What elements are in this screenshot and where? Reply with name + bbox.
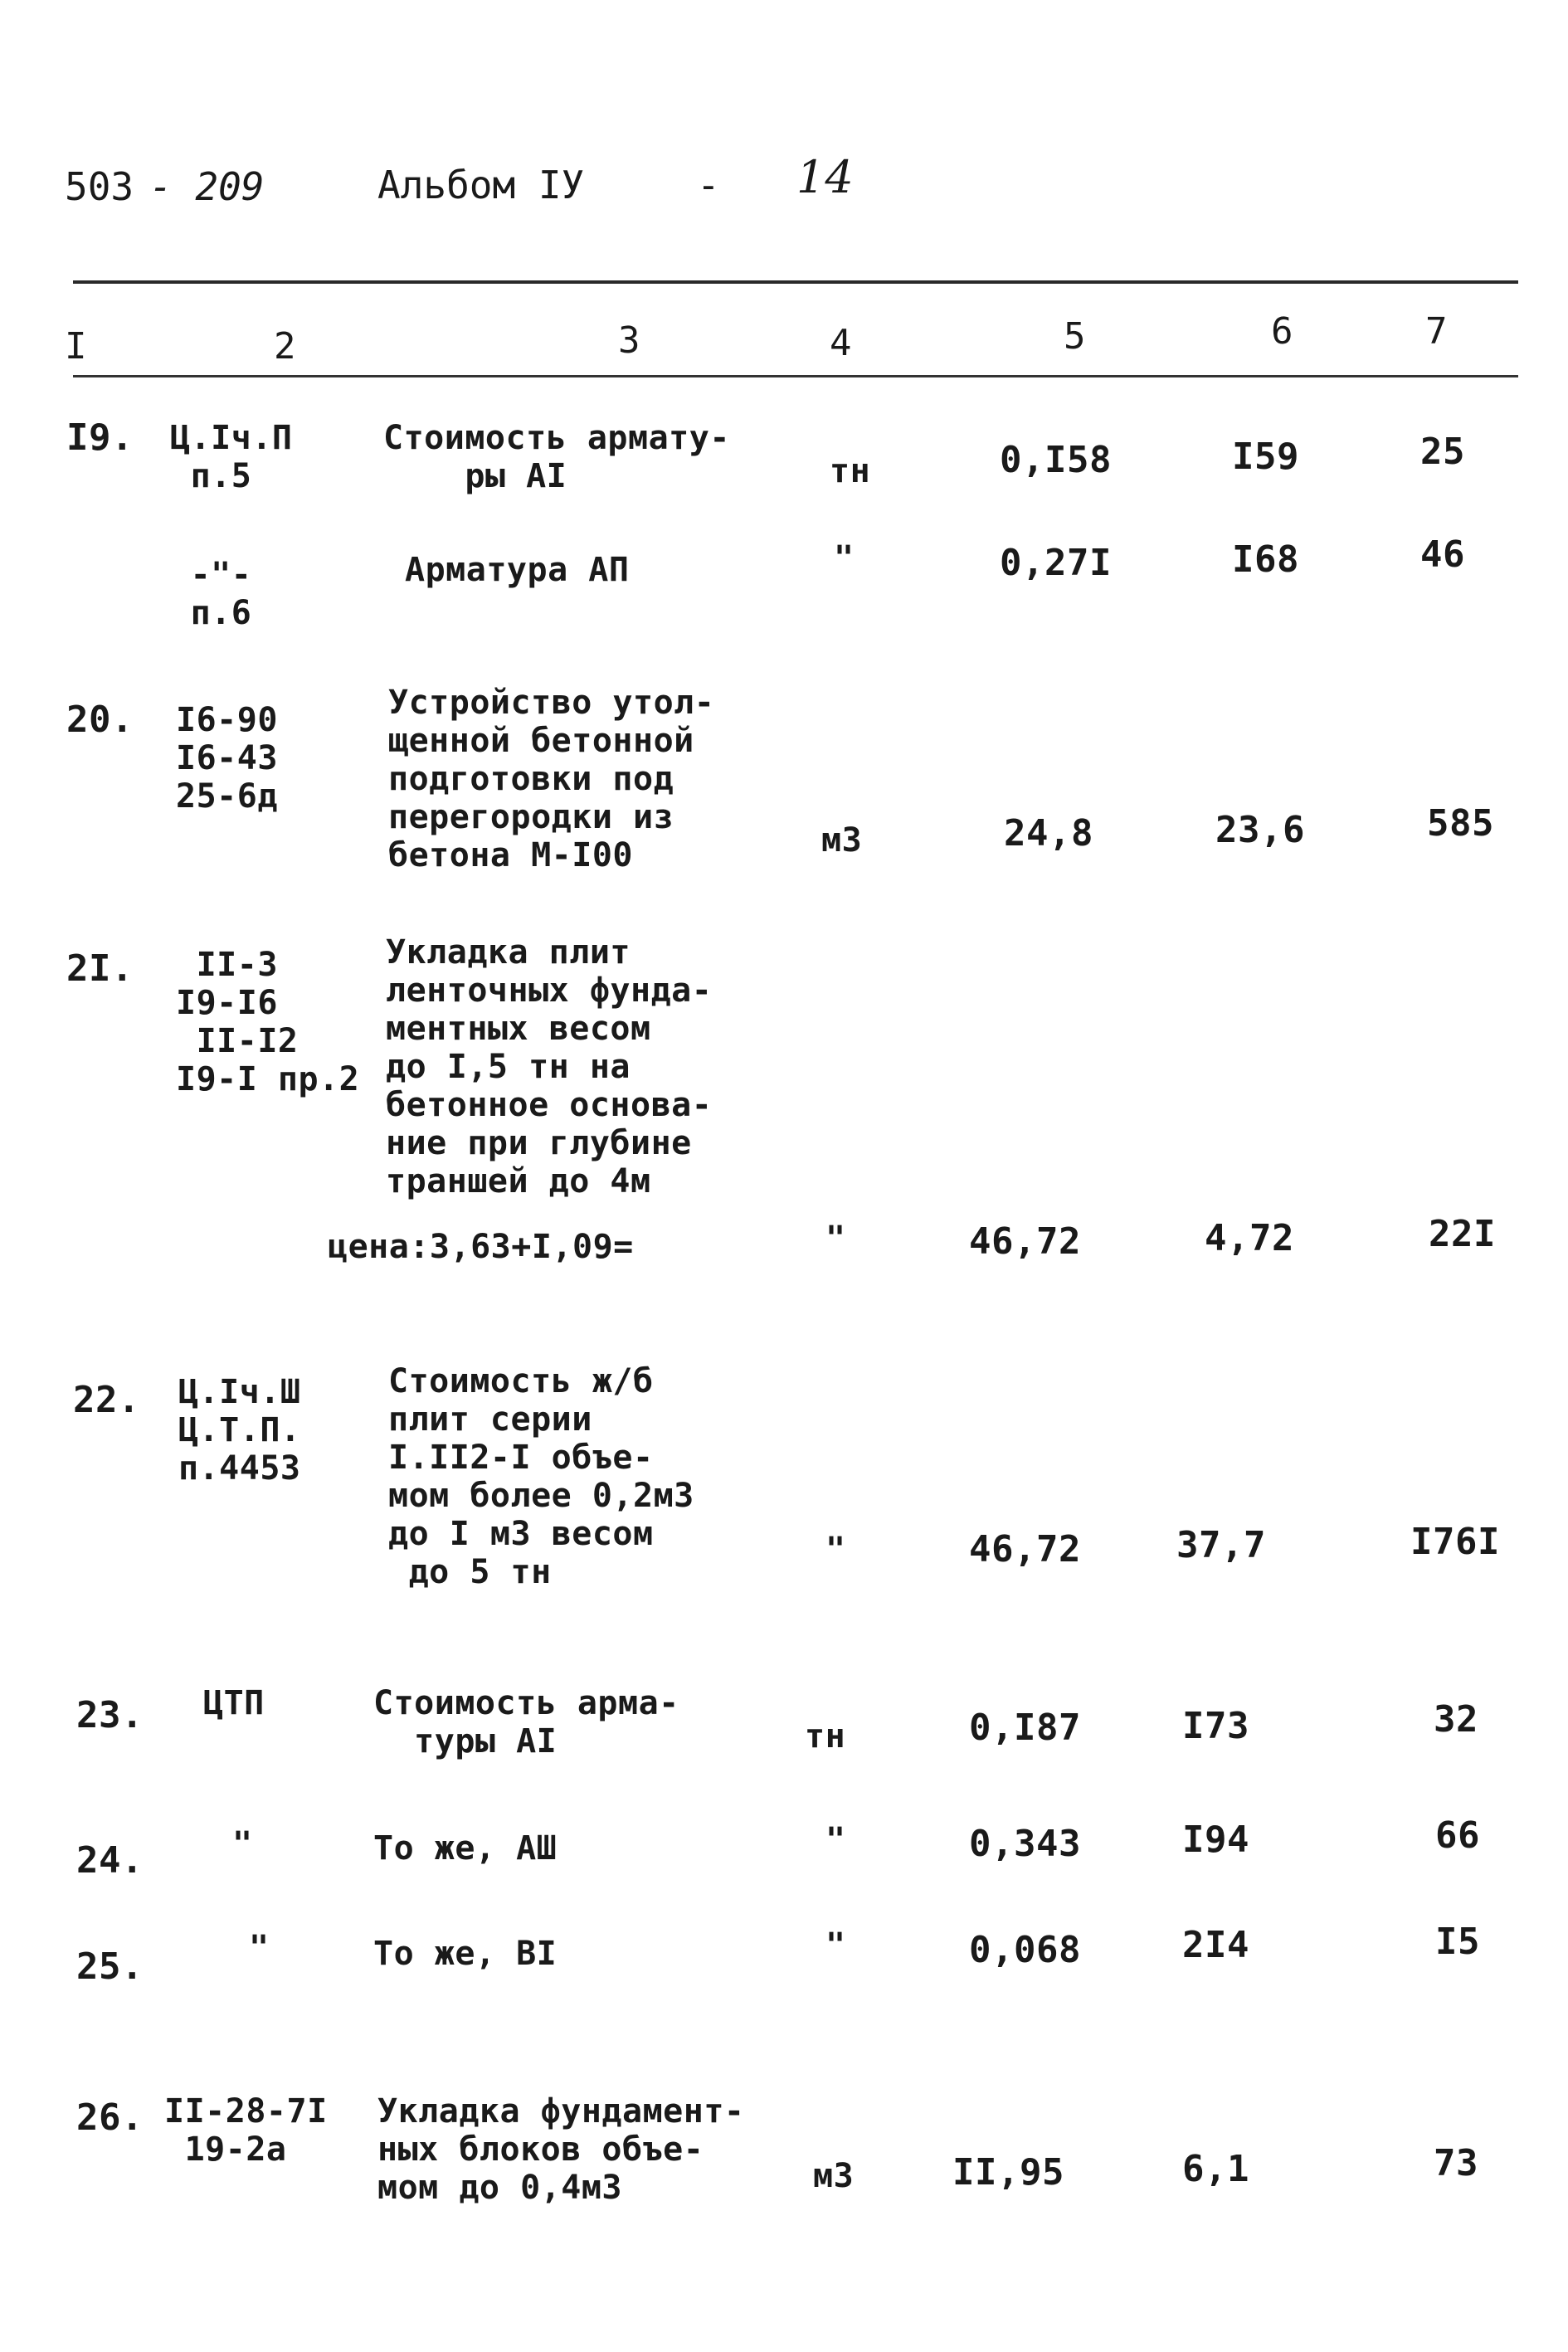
row-total: 46 <box>1420 533 1465 576</box>
row-code: -"- п.6 <box>190 556 252 632</box>
row-description: Стоимость армату- ры АI <box>383 419 730 495</box>
row-quantity: 0,I58 <box>1000 439 1112 481</box>
row-number: 2I. <box>66 947 134 990</box>
row-quantity: 24,8 <box>1004 812 1093 855</box>
row-quantity: 0,27I <box>1000 542 1112 584</box>
doc-number: 503 <box>65 164 134 209</box>
row-number: 22. <box>73 1379 140 1421</box>
row-total: 585 <box>1427 802 1494 845</box>
row-description: цена:3,63+I,09= <box>328 1228 634 1266</box>
top-rule <box>73 280 1518 284</box>
row-total: 32 <box>1434 1698 1478 1741</box>
col-header-6: 6 <box>1271 310 1293 353</box>
row-total: 25 <box>1420 431 1465 473</box>
row-total: 73 <box>1434 2142 1478 2184</box>
doc-series: - 209 <box>149 164 265 209</box>
row-number: 23. <box>76 1694 144 1736</box>
row-price: I94 <box>1182 1819 1249 1861</box>
col-header-4: 4 <box>830 322 852 364</box>
row-description: То же, АШ <box>373 1829 558 1867</box>
row-price: I73 <box>1182 1705 1249 1747</box>
row-code: Ц.Iч.П п.5 <box>170 419 293 495</box>
row-description: Стоимость ж/б плит серии I.II2-I объе- мом более 0,2м3 до I м3 весом до 5 тн <box>388 1362 694 1591</box>
row-quantity: II,95 <box>952 2151 1064 2194</box>
row-code: I6-90 I6-43 25-6д <box>176 701 278 816</box>
row-description: Стоимость арма- туры АI <box>373 1684 679 1760</box>
row-unit: м3 <box>821 821 863 859</box>
row-price: 37,7 <box>1176 1524 1266 1566</box>
row-total: 66 <box>1435 1814 1480 1857</box>
row-quantity: 46,72 <box>969 1220 1081 1263</box>
row-quantity: 0,I87 <box>969 1707 1081 1749</box>
col-header-5: 5 <box>1064 315 1086 358</box>
row-number: I9. <box>66 416 134 459</box>
row-number: 20. <box>66 699 134 741</box>
row-description: Арматура АП <box>405 551 630 589</box>
row-unit: тн <box>805 1717 846 1755</box>
row-unit: " <box>825 1926 846 1965</box>
row-quantity: 0,343 <box>969 1823 1081 1865</box>
row-description: Устройство утол- щенной бетонной подготовки под перегородки из бетона М-I00 <box>388 684 715 874</box>
col-header-7: 7 <box>1425 310 1448 353</box>
col-header-3: 3 <box>618 319 640 362</box>
row-number: 24. <box>76 1839 144 1882</box>
album-label: Альбом IУ <box>377 163 585 207</box>
row-code: II-3 I9-I6 II-I2 I9-I пр.2 <box>176 946 360 1098</box>
row-quantity: 46,72 <box>969 1528 1081 1570</box>
row-code: Ц.Iч.Ш Ц.Т.П. п.4453 <box>178 1373 301 1488</box>
row-code: " <box>249 1929 270 1967</box>
row-unit: " <box>825 1531 846 1569</box>
page-number: 14 <box>796 151 854 203</box>
header-dash: - <box>697 163 720 207</box>
row-price: I59 <box>1232 436 1299 478</box>
row-price: 2I4 <box>1182 1924 1249 1966</box>
col-header-2: 2 <box>274 325 296 368</box>
row-total: 22I <box>1429 1213 1496 1255</box>
row-code: II-28-7I 19-2а <box>164 2092 328 2169</box>
row-total: I76I <box>1410 1521 1500 1563</box>
row-price: 4,72 <box>1205 1217 1294 1259</box>
row-total: I5 <box>1435 1921 1480 1963</box>
header-rule <box>73 375 1518 377</box>
row-number: 25. <box>76 1945 144 1988</box>
row-unit: " <box>834 539 855 577</box>
row-price: I68 <box>1232 538 1299 581</box>
row-price: 23,6 <box>1215 809 1305 851</box>
row-description: То же, ВI <box>373 1935 558 1973</box>
row-description: Укладка плит ленточных фунда- ментных весом до I,5 тн на бетонное основа- ние при глубине траншей до 4м <box>386 933 713 1200</box>
row-number: 26. <box>76 2096 144 2139</box>
row-unit: " <box>825 1821 846 1859</box>
row-description: Укладка фундамент- ных блоков объе- мом до 0,4м3 <box>377 2092 745 2207</box>
row-unit: м3 <box>813 2157 855 2195</box>
row-code: ЦТП <box>203 1684 265 1722</box>
row-quantity: 0,068 <box>969 1929 1081 1971</box>
row-unit: тн <box>830 452 871 490</box>
col-header-1: I <box>65 325 87 368</box>
row-code: " <box>232 1825 253 1863</box>
row-price: 6,1 <box>1182 2148 1249 2190</box>
row-unit: " <box>825 1220 846 1258</box>
